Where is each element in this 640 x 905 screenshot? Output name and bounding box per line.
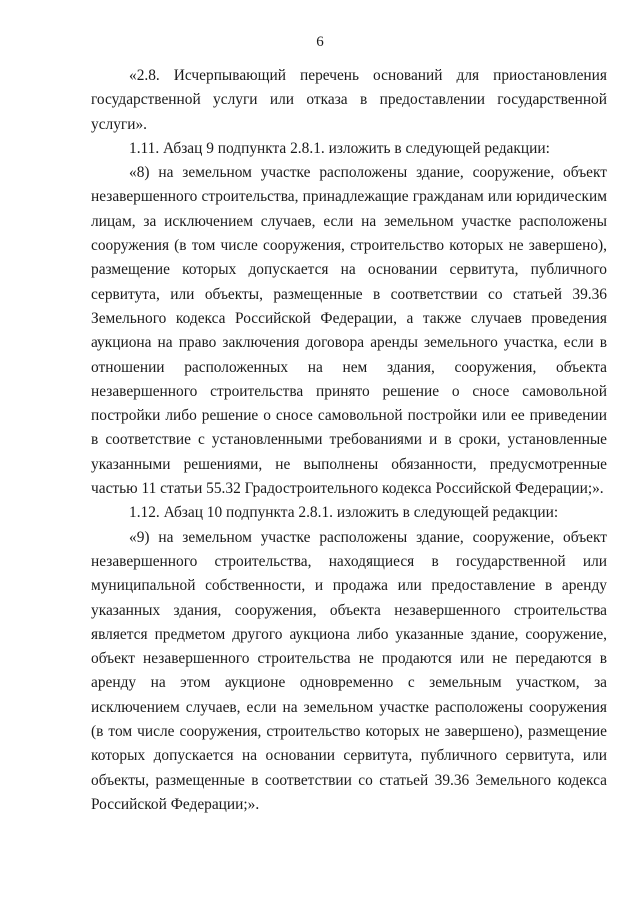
amendment-1-12-text: «9) на земельном участке расположены здание, сооружение, объект незавершенного строительства, находящиеся в государственной или муниципальной собственности, и продажа или предоставление в аренду указанных здания, сооружения, объекта незавершенного строительства является предметом другого аукциона либо указанные здание, сооружение, объект незавершенного строительства не продаются или не передаются в аренду на этом аукционе одновременно с земельным участком, за исключением случаев, если на земельном участке расположены сооружения (в том числе сооружения, строительство которых не завершено), размещение которых допускается на основании сервитута, публичного сервитута, или объекты, размещенные в соответствии со статьей 39.36 Земельного кодекса Российской Федерации;». [91, 528, 607, 813]
section-heading-2-8: «2.8. Исчерпывающий перечень оснований для приостановления государственной услуги или отказа в предоставлении государственной услуги». [91, 67, 607, 133]
page-number: 6 [316, 34, 324, 50]
amendment-1-11-text: «8) на земельном участке расположены здание, сооружение, объект незавершенного строительства, принадлежащие гражданам или юридическим лицам, за исключением случаев, если на земельном участке расположены сооружения (в том числе сооружения, строительство которых не завершено), размещение которых допускается на основании сервитута, публичного сервитута, или объекты, размещенные в соответствии со статьей 39.36 Земельного кодекса Российской Федерации, а также случаев проведения аукциона на право заключения договора аренды земельного участка, если в отношении расположенных на нем здания, сооружения, объекта незавершенного строительства принято решение о сносе самовольной постройки либо решение о сносе самовольной постройки или ее приведении в соответствие с установленными требованиями и в сроки, установленные указанными решениями, не выполнены обязанности, предусмотренные частью 11 статьи 55.32 Градостроительного кодекса Российской Федерации;». [91, 164, 607, 498]
document-body [91, 64, 607, 817]
amendment-1-12-intro: 1.12. Абзац 10 подпункта 2.8.1. изложить в следующей редакции: [129, 504, 559, 522]
amendment-1-11-intro: 1.11. Абзац 9 подпункта 2.8.1. изложить в следующей редакции: [129, 139, 550, 157]
